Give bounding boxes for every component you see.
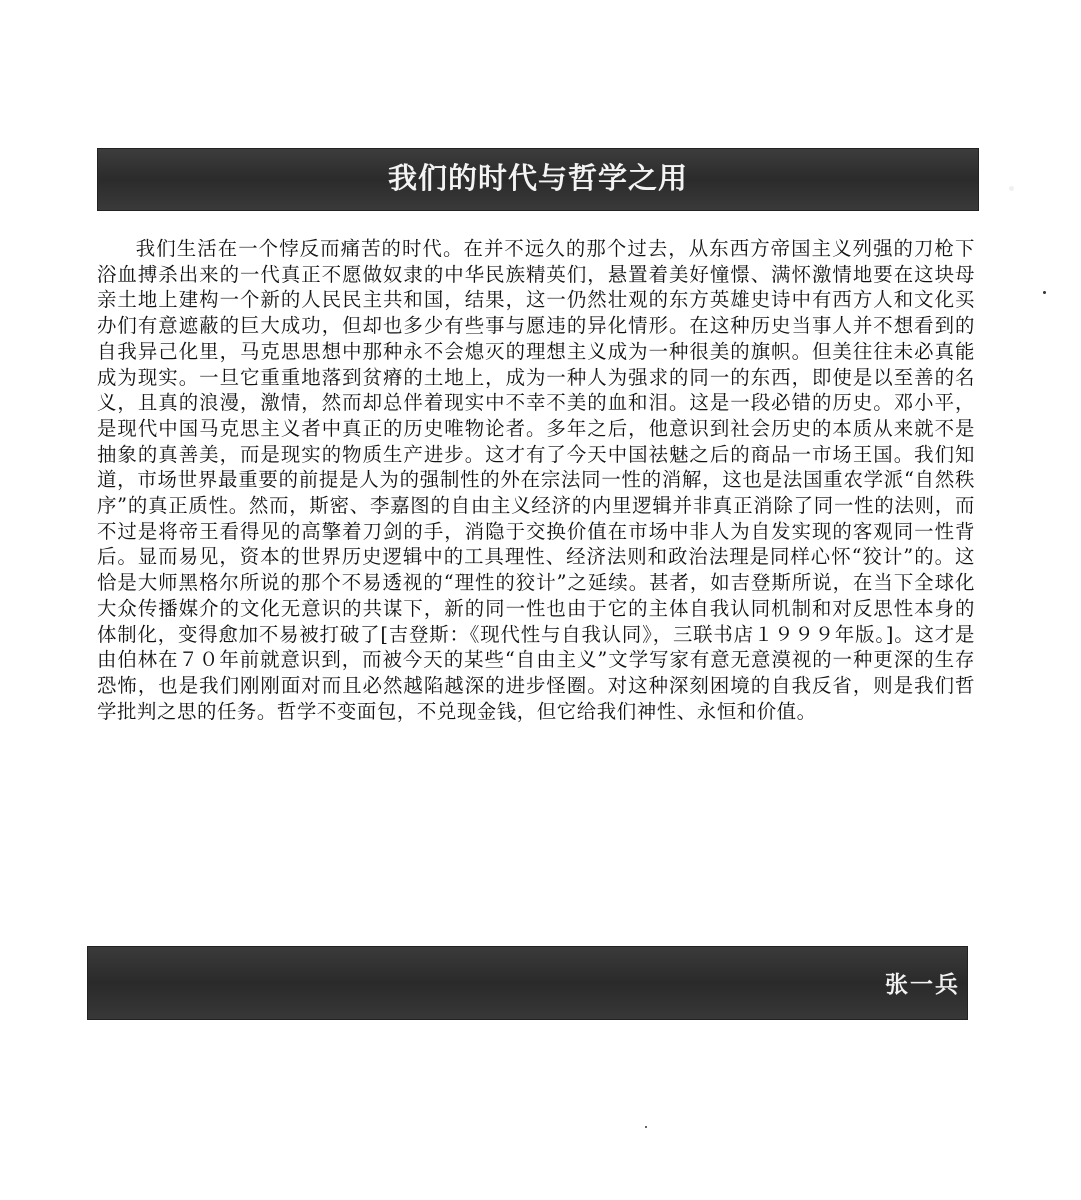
page-title: 我们的时代与哲学之用 xyxy=(387,161,688,195)
scan-speck xyxy=(1043,291,1046,294)
article-body: 我们生活在一个悖反而痛苦的时代。在并不远久的那个过去，从东西方帝国主义列强的刀枪下浴血搏杀出来的一代真正不愿做奴隶的中华民族精英们，悬置着美好憧憬、满怀激情地要在这块母亲土地上建构一个新的人民民主共和国，结果，这一仍然壮观的东方英雄史诗中有西方人和文化买办们有意遮蔽的巨大成功，但却也多少有些事与愿违的异化情形。在这种历史当事人并不想看到的自我异己化里，马克思思想中那种永不会熄灭的理想主义成为一种很美的旗帜。但美往往未必真能成为现实。一旦它重重地落到贫瘠的土地上，成为一种人为强求的同一的东西，即使是以至善的名义，且真的浪漫，激情，然而却总伴着现实中不幸不美的血和泪。这是一段必错的历史。邓小平，是现代中国马克思主义者中真正的历史唯物论者。多年之后，他意识到社会历史的本质从来就不是抽象的真善美，而是现实的物质生产进步。这才有了今天中国祛魅之后的商品一市场王国。我们知道，市场世界最重要的前提是人为的强制性的外在宗法同一性的消解，这也是法国重农学派“自然秩序”的真正质性。然而，斯密、李嘉图的自由主义经济的内里逻辑并非真正消除了同一性的法则，而不过是将帝王看得见的高擎着刀剑的手，消隐于交换价值在市场中非人为自发实现的客观同一性背后。显而易见，资本的世界历史逻辑中的工具理性、经济法则和政治法理是同样心怀“狡计”的。这恰是大师黑格尔所说的那个不易透视的“理性的狡计”之延续。甚者，如吉登斯所说，在当下全球化大众传播媒介的文化无意识的共谋下，新的同一性也由于它的主体自我认同机制和对反思性本身的体制化，变得愈加不易被打破了[吉登斯：《现代性与自我认同》，三联书店１９９９年版。]。这才是由伯林在７０年前就意识到，而被今天的某些“自由主义”文学写家有意无意漠视的一种更深的生存恐怖，也是我们刚刚面对而且必然越陷越深的进步怪圈。对这种深刻困境的自我反省，则是我们哲学批判之思的任务。哲学不变面包，不兑现金钱，但它给我们神性、永恒和价值。 xyxy=(97,237,975,723)
banner-dot xyxy=(1009,186,1014,191)
scan-speck xyxy=(645,1126,647,1128)
title-banner xyxy=(97,148,979,211)
author-banner xyxy=(87,946,968,1020)
author-name: 张一兵 xyxy=(885,972,960,998)
